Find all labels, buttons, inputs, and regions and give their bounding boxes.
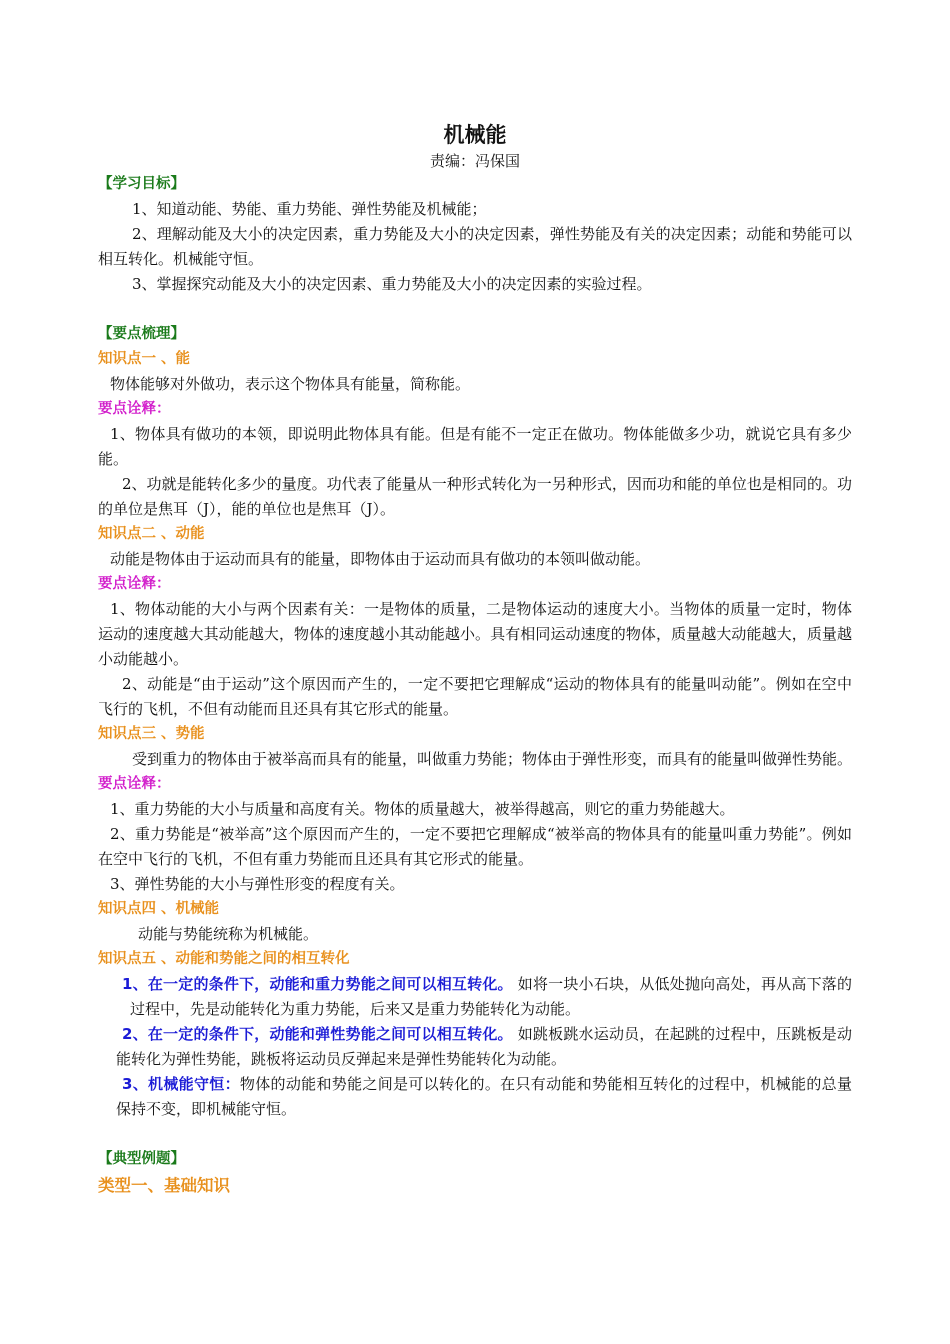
page-title: 机械能 [443, 123, 507, 147]
knowledge-point-2-body: 动能是物体由于运动而具有的能量，即物体由于运动而具有做功的本领叫做动能。 [110, 550, 651, 568]
learning-goals-header: 【学习目标】 [98, 176, 185, 192]
conversion-item-text: 物体的动能和势能之间是可以转化的。在只有动能和势能相互转化的过程中，机械能的总量保持不变，即机械能守恒。 [116, 1075, 852, 1118]
knowledge-point-3-title: 知识点三 、势能 [98, 726, 205, 742]
key-points-header: 【要点梳理】 [98, 326, 185, 342]
goal-item: 1、知道动能、势能、重力势能、弹性势能及机械能； [132, 200, 487, 218]
knowledge-point-1-body: 物体能够对外做功，表示这个物体具有能量，简称能。 [110, 375, 471, 393]
conversion-item-lead: 1、在一定的条件下，动能和重力势能之间可以相互转化。 [122, 975, 513, 993]
knowledge-point-4-body: 动能与势能统称为机械能。 [138, 925, 319, 943]
note-label: 要点诠释： [98, 776, 171, 792]
goal-item: 3、掌握探究动能及大小的决定因素、重力势能及大小的决定因素的实验过程。 [132, 275, 652, 293]
conversion-item-lead: 3、机械能守恒： [122, 1075, 240, 1093]
example-type-1-title: 类型一、基础知识 [98, 1176, 230, 1195]
conversion-item-text: 如跳板跳水运动员，在起跳的过程中，压跳板是动能转化为弹性势能，跳板将运动员反弹起来是弹性势能转化为动能。 [116, 1025, 852, 1068]
conversion-item-text: 如将一块小石块，从低处抛向高处，再从高下落的过程中，先是动能转化为重力势能，后来又是重力势能转化为动能。 [130, 975, 852, 1018]
knowledge-point-5-title: 知识点五 、动能和势能之间的相互转化 [98, 951, 350, 967]
note-label: 要点诠释： [98, 576, 171, 592]
knowledge-point-2-title: 知识点二 、动能 [98, 526, 205, 542]
note-item: 2、重力势能是“被举高”这个原因而产生的，一定不要把它理解成“被举高的物体具有的能量叫重力势能”。例如在空中飞行的飞机，不但有重力势能而且还具有其它形式的能量。 [98, 825, 852, 868]
author-line: 责编：冯保国 [429, 152, 520, 170]
spacer [98, 1122, 852, 1147]
conversion-item [98, 972, 852, 1022]
conversion-item [98, 1022, 852, 1072]
note-item: 3、弹性势能的大小与弹性形变的程度有关。 [110, 875, 405, 893]
knowledge-point-3-body: 受到重力的物体由于被举高而具有的能量，叫做重力势能；物体由于弹性形变，而具有的能量叫做弹性势能。 [132, 750, 853, 768]
conversion-item [98, 1072, 852, 1122]
spacer [98, 297, 852, 322]
document-page [98, 120, 852, 1200]
knowledge-point-1-title: 知识点一 、能 [98, 351, 191, 367]
note-label: 要点诠释： [98, 401, 171, 417]
note-item: 1、物体具有做功的本领，即说明此物体具有能。但是有能不一定正在做功。物体能做多少功，就说它具有多少能。 [98, 425, 852, 468]
conversion-item-lead: 2、在一定的条件下，动能和弹性势能之间可以相互转化。 [122, 1025, 513, 1043]
note-item: 1、物体动能的大小与两个因素有关：一是物体的质量，二是物体运动的速度大小。当物体的质量一定时，物体运动的速度越大其动能越大，物体的速度越小其动能越小。具有相同运动速度的物体，质量越大动能越大，质量越小动能越小。 [98, 600, 852, 668]
goal-item: 2、理解动能及大小的决定因素，重力势能及大小的决定因素，弹性势能及有关的决定因素；动能和势能可以相互转化。机械能守恒。 [98, 225, 852, 268]
note-item: 1、重力势能的大小与质量和高度有关。物体的质量越大，被举得越高，则它的重力势能越大。 [110, 800, 735, 818]
note-item: 2、动能是“由于运动”这个原因而产生的，一定不要把它理解成“运动的物体具有的能量叫动能”。例如在空中飞行的飞机，不但有动能而且还具有其它形式的能量。 [98, 675, 852, 718]
note-item: 2、功就是能转化多少的量度。功代表了能量从一种形式转化为一另种形式，因而功和能的单位也是相同的。功的单位是焦耳（J），能的单位也是焦耳（J）。 [98, 475, 852, 518]
knowledge-point-4-title: 知识点四 、机械能 [98, 901, 220, 917]
examples-header: 【典型例题】 [98, 1151, 185, 1167]
